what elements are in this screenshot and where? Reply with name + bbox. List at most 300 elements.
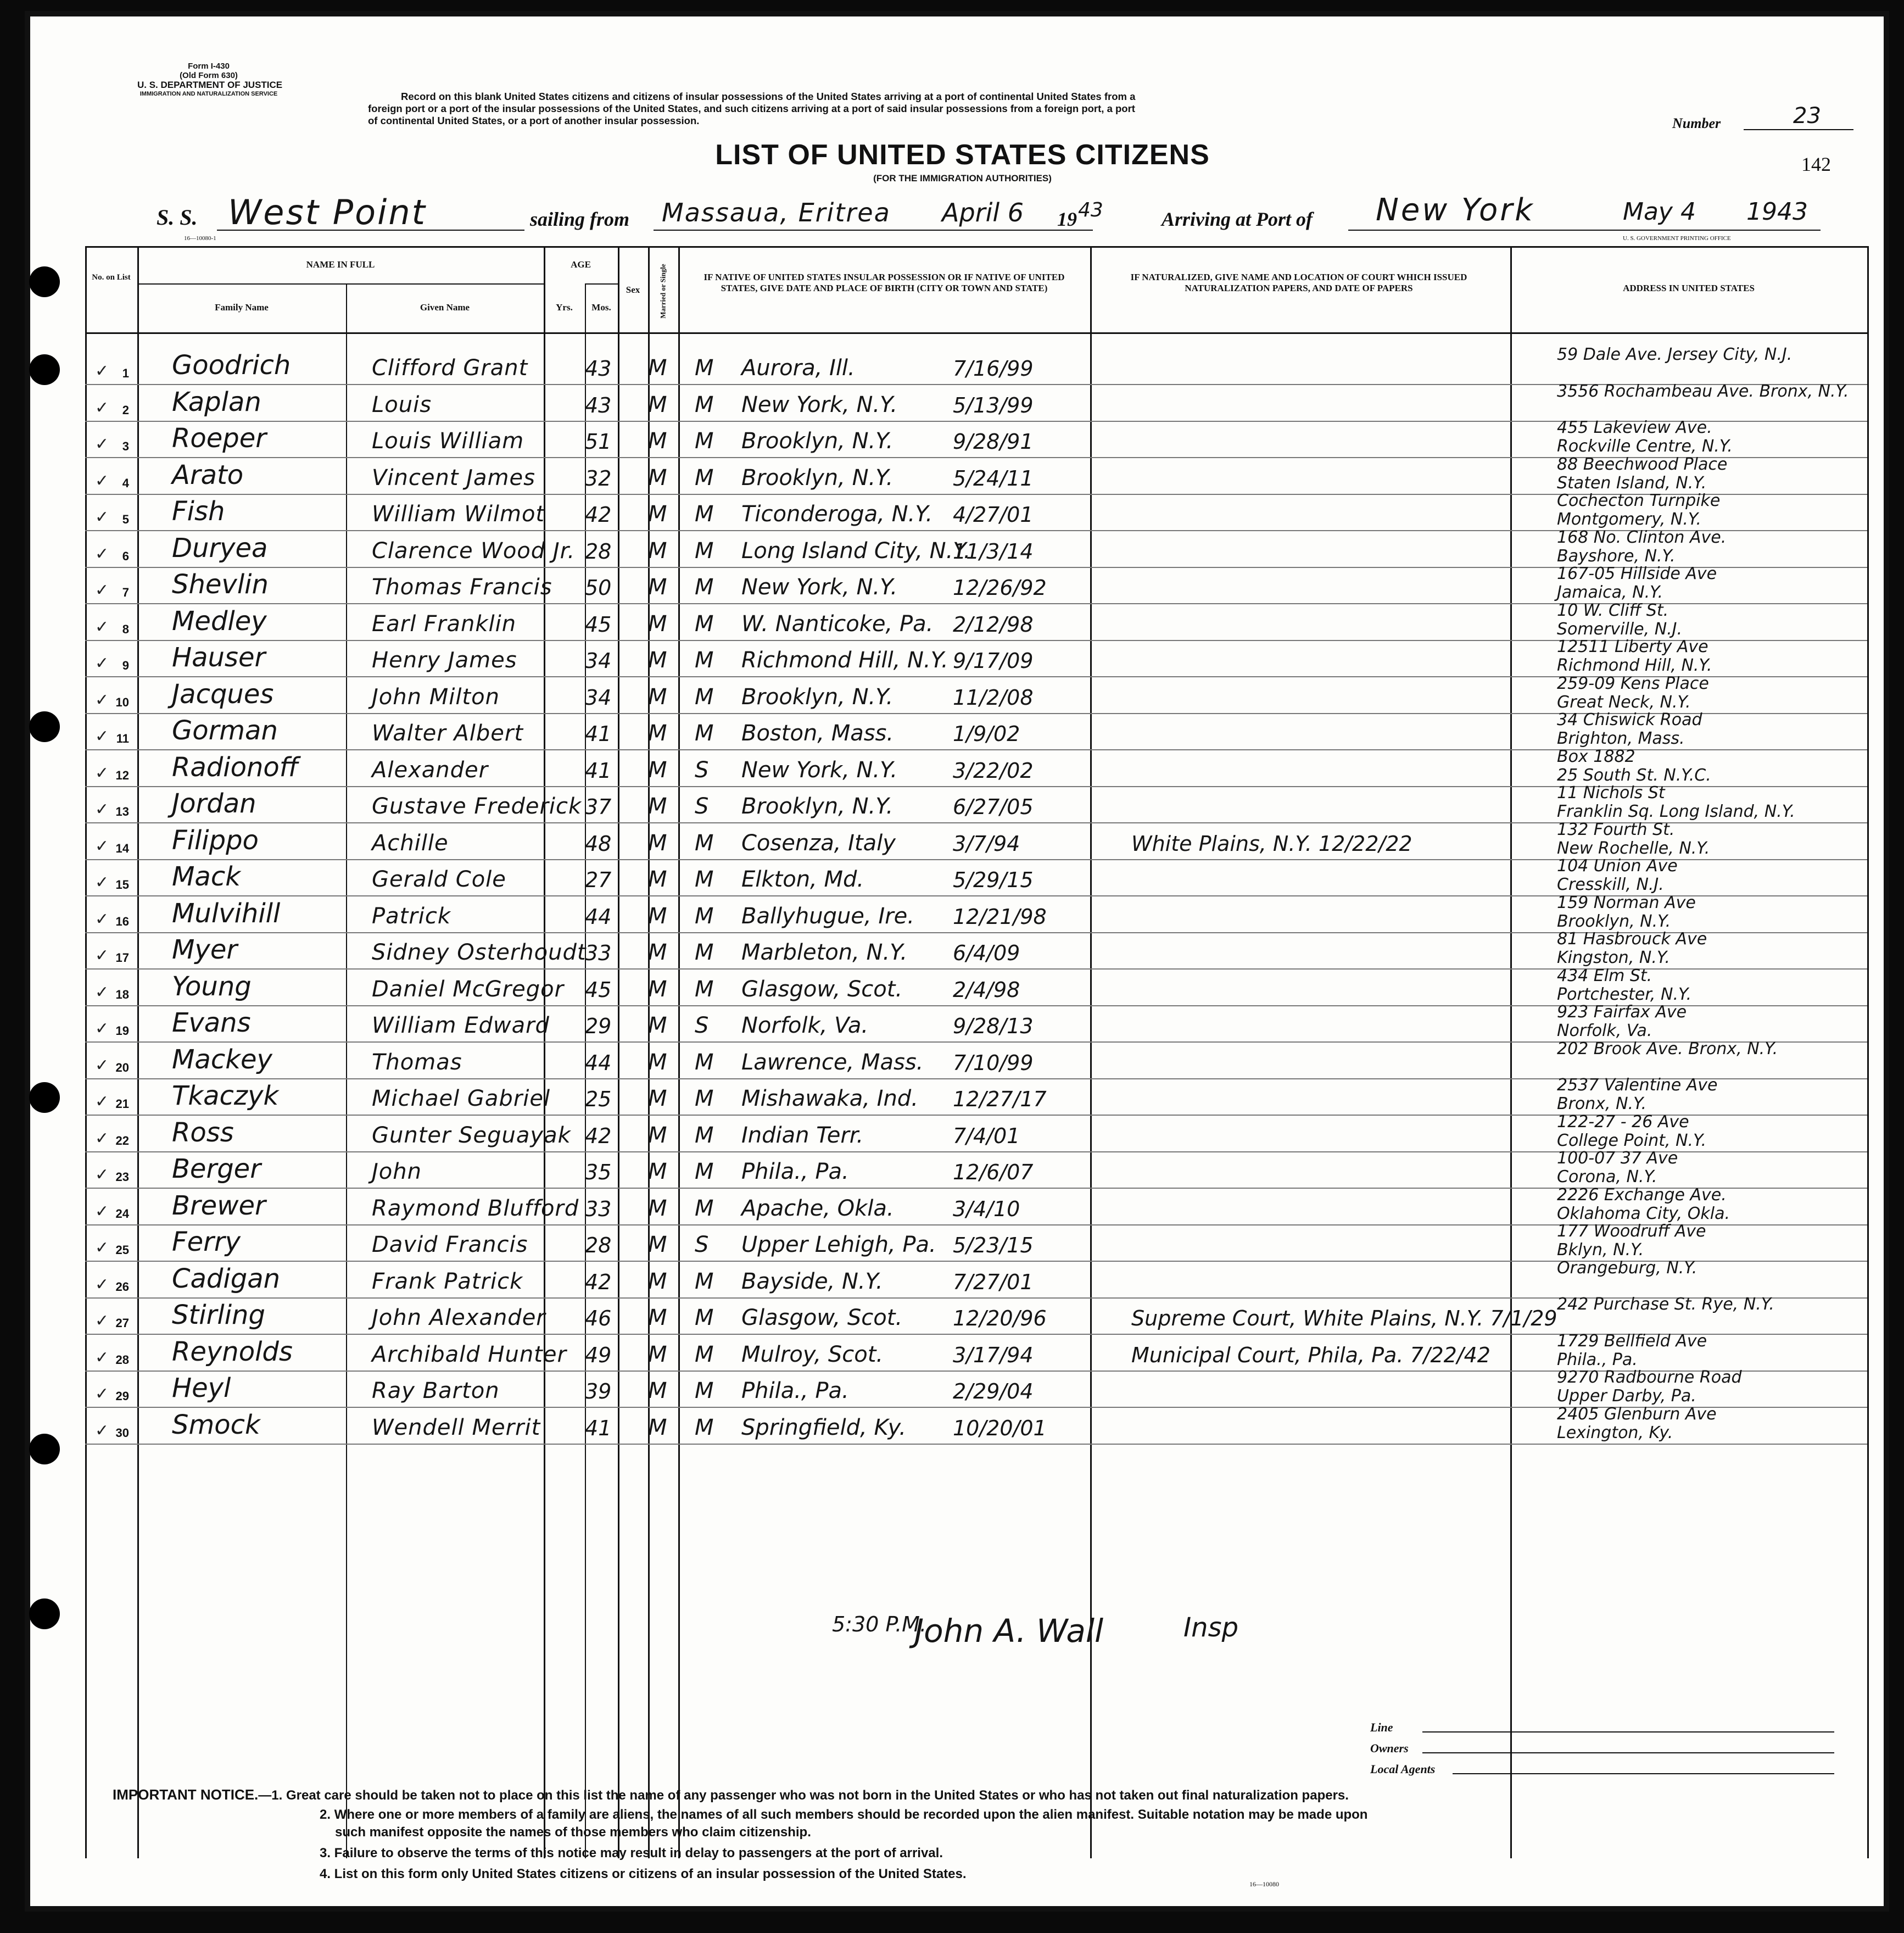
marital-status: M: [695, 648, 714, 673]
name-subheader-line: [137, 283, 544, 285]
page-title: LIST OF UNITED STATES CITIZENS: [715, 139, 1210, 171]
row-number: 3: [122, 439, 129, 453]
family-name: Mulvihill: [172, 898, 281, 929]
given-name: Clarence Wood Jr.: [372, 538, 576, 564]
field-owners-label: Owners: [1370, 1741, 1409, 1755]
marital-status: M: [695, 538, 714, 564]
address-line: 59 Dale Ave. Jersey City, N.J.: [1557, 345, 1793, 364]
check-mark: ✓: [95, 1275, 109, 1294]
age-years: 28: [585, 1233, 612, 1257]
address: [1557, 821, 1710, 856]
table-row: [85, 1185, 1867, 1225]
ship-name: West Point: [228, 192, 427, 232]
row-number: 15: [115, 878, 129, 892]
address-line: College Point, N.Y.: [1557, 1130, 1707, 1150]
table-row: [85, 966, 1867, 1006]
arrival-date: May 4: [1623, 198, 1696, 226]
address-line: 9270 Radbourne Road: [1557, 1368, 1742, 1387]
row-number: 10: [115, 695, 129, 709]
sex: M: [648, 1122, 667, 1148]
address-line: 2226 Exchange Ave.: [1557, 1185, 1727, 1205]
table-row: [85, 893, 1867, 933]
birth-place: Phila., Pa.: [741, 1159, 849, 1184]
marital-status: M: [695, 1268, 714, 1294]
age-years: 37: [585, 795, 612, 819]
check-mark: ✓: [95, 1348, 109, 1367]
age-years: 25: [585, 1087, 612, 1111]
check-mark: ✓: [95, 1312, 109, 1330]
sex: M: [648, 1341, 667, 1367]
table-row: [85, 637, 1867, 677]
table-row: [85, 600, 1867, 641]
naturalization-court: Municipal Court, Phila, Pa. 7/22/42: [1131, 1342, 1490, 1367]
address-line: 167-05 Hillside Ave: [1557, 564, 1717, 583]
arriving-label: Arriving at Port of: [1162, 208, 1313, 230]
col-birth-info: IF NATIVE OF UNITED STATES INSULAR POSSESSION OR IF NATIVE OF UNITED STATES, GIVE DATE AND PLACE OF BIRTH (CITY OR TOWN AND STATE): [703, 272, 1065, 293]
col-age: AGE: [571, 259, 591, 270]
birth-place: New York, N.Y.: [741, 575, 898, 600]
sex: M: [648, 867, 667, 892]
family-name: Filippo: [172, 825, 259, 856]
check-mark: ✓: [95, 435, 109, 453]
row-number: 1: [122, 366, 129, 380]
birth-date: 11/2/08: [953, 685, 1034, 710]
age-years: 32: [585, 466, 612, 491]
punch-hole: [29, 266, 60, 297]
family-name: Duryea: [172, 532, 268, 564]
given-name: Thomas: [372, 1049, 462, 1075]
sex: M: [648, 1013, 667, 1038]
row-number: 5: [122, 513, 129, 526]
sex: M: [648, 794, 667, 819]
sailing-underline: [654, 230, 1093, 231]
address-line: 100-07 37 Ave: [1557, 1149, 1678, 1168]
given-name: Raymond Blufford: [372, 1195, 579, 1221]
check-mark: ✓: [95, 1093, 109, 1111]
check-mark: ✓: [95, 398, 109, 417]
sex: M: [648, 903, 667, 929]
family-name: Goodrich: [172, 350, 291, 381]
birth-date: 3/4/10: [953, 1196, 1020, 1221]
table-row: [85, 929, 1867, 970]
row-number: 11: [116, 732, 129, 745]
age-years: 35: [585, 1160, 612, 1184]
check-mark: ✓: [95, 837, 109, 855]
marital-status: M: [695, 940, 714, 965]
form-id-block: [137, 62, 283, 99]
table-row: [85, 381, 1867, 422]
address-line: Rockville Centre, N.Y.: [1557, 437, 1733, 456]
table-row: [85, 454, 1867, 495]
sail-year: 43: [1078, 199, 1103, 221]
marital-status: M: [695, 1122, 714, 1148]
family-name: Tkaczyk: [172, 1080, 279, 1111]
birth-date: 12/6/07: [953, 1160, 1034, 1184]
table-row: [85, 710, 1867, 750]
birth-place: Brooklyn, N.Y.: [741, 465, 894, 491]
age-years: 46: [585, 1306, 612, 1330]
age-years: 51: [585, 430, 612, 454]
row-number: 24: [115, 1206, 129, 1221]
age-years: 45: [585, 612, 612, 637]
given-name: Frank Patrick: [372, 1268, 523, 1294]
check-mark: ✓: [95, 727, 109, 745]
birth-place: Glasgow, Scot.: [741, 976, 903, 1002]
check-mark: ✓: [95, 362, 109, 380]
sex: M: [648, 392, 667, 417]
birth-place: Marbleton, N.Y.: [741, 940, 908, 965]
punch-hole: [29, 711, 60, 742]
marital-status: S: [695, 1013, 709, 1038]
address: [1557, 711, 1702, 746]
family-name: Berger: [172, 1154, 261, 1184]
family-name: Cadigan: [172, 1263, 281, 1294]
sex: M: [648, 684, 667, 710]
table-row: [85, 527, 1867, 568]
address-line: 34 Chiswick Road: [1557, 710, 1702, 729]
row-number: 16: [115, 914, 129, 928]
address: [1557, 894, 1696, 929]
address: [1557, 1405, 1717, 1440]
table-row: [85, 418, 1867, 458]
age-years: 41: [585, 722, 612, 746]
birth-date: 5/23/15: [953, 1233, 1034, 1257]
address-line: Brighton, Mass.: [1557, 729, 1685, 748]
ss-label: S. S.: [157, 205, 198, 230]
signature-name: John A. Wall: [914, 1612, 1104, 1650]
row-number: 20: [115, 1060, 129, 1074]
check-mark: ✓: [95, 1239, 109, 1257]
address: [1557, 1040, 1778, 1075]
row-number: 6: [122, 549, 129, 563]
col-name-in-full: NAME IN FULL: [306, 259, 375, 270]
age-years: 43: [585, 393, 612, 417]
field-agents-underline: [1453, 1773, 1834, 1774]
address: [1557, 1368, 1742, 1406]
check-mark: ✓: [95, 910, 109, 928]
address-line: Richmond Hill, N.Y.: [1557, 656, 1712, 675]
row-number: 14: [115, 841, 129, 855]
birth-date: 2/4/98: [953, 977, 1020, 1002]
given-name: John: [372, 1159, 422, 1184]
address: [1557, 528, 1726, 564]
given-name: Ray Barton: [372, 1378, 500, 1403]
col-yrs: Yrs.: [556, 302, 573, 313]
form-id: Form I-430: [188, 62, 230, 71]
birth-place: Elkton, Md.: [741, 867, 864, 892]
check-mark: ✓: [95, 764, 109, 782]
notice-item: 3. Failure to observe the terms of this notice may result in delay to passengers at the port of arrival.: [320, 1846, 943, 1860]
address: [1557, 455, 1727, 491]
address-line: Montgomery, N.Y.: [1557, 510, 1701, 529]
row-number: 25: [115, 1243, 129, 1257]
birth-place: New York, N.Y.: [741, 757, 898, 783]
family-name: Shevlin: [172, 569, 269, 600]
given-name: Patrick: [372, 903, 451, 929]
family-name: Evans: [172, 1007, 251, 1038]
notice-item: 2. Where one or more members of a family are aliens, the names of all such members should be recorded upon the alien manifest. Suitable notation may be made upon: [320, 1807, 1368, 1822]
row-number: 22: [115, 1133, 129, 1147]
sex: M: [648, 976, 667, 1002]
printer-code: 16—10080-1: [184, 235, 216, 242]
sex: M: [648, 611, 667, 637]
punch-hole: [29, 1598, 60, 1629]
marital-status: M: [695, 867, 714, 892]
header-bottom-border: [85, 332, 1867, 334]
address: [1557, 1113, 1706, 1148]
field-line-label: Line: [1370, 1720, 1393, 1734]
gpo-mark: U. S. GOVERNMENT PRINTING OFFICE: [1623, 235, 1731, 242]
year-prefix: 19: [1057, 208, 1077, 230]
check-mark: ✓: [95, 581, 109, 599]
age-years: 44: [585, 1050, 612, 1075]
given-name: Alexander: [372, 757, 489, 783]
address-line: 11 Nichols St: [1557, 783, 1665, 803]
marital-status: M: [695, 1378, 714, 1403]
address-line: Bronx, N.Y.: [1557, 1094, 1647, 1113]
birth-place: Ticonderoga, N.Y.: [741, 502, 933, 527]
table-row: [85, 1112, 1867, 1152]
given-name: Louis: [372, 392, 432, 417]
check-mark: ✓: [95, 471, 109, 490]
address: [1557, 1003, 1687, 1038]
address: [1557, 565, 1717, 600]
address: [1557, 492, 1720, 527]
check-mark: ✓: [95, 544, 109, 563]
address-line: Norfolk, Va.: [1557, 1021, 1652, 1040]
table-row: [85, 1222, 1867, 1262]
table-row: [85, 1076, 1867, 1116]
table-row: [85, 673, 1867, 714]
given-name: Gerald Cole: [372, 867, 506, 892]
marital-status: M: [695, 1341, 714, 1367]
sex: M: [648, 428, 667, 454]
address-line: Kingston, N.Y.: [1557, 948, 1670, 967]
notice-line-1: [113, 1786, 1349, 1803]
address-line: Bayshore, N.Y.: [1557, 546, 1676, 566]
sex: M: [648, 1268, 667, 1294]
address: [1557, 784, 1795, 819]
birth-place: Ballyhugue, Ire.: [741, 903, 914, 929]
address-line: Franklin Sq. Long Island, N.Y.: [1557, 802, 1795, 821]
page-subtitle: (FOR THE IMMIGRATION AUTHORITIES): [873, 173, 1052, 183]
birth-place: New York, N.Y.: [741, 392, 898, 417]
col-married-single: Married or Single: [658, 264, 667, 319]
address-line: 177 Woodruff Ave: [1557, 1222, 1706, 1241]
address: [1557, 601, 1682, 637]
address-line: Orangeburg, N.Y.: [1557, 1258, 1698, 1278]
address: [1557, 930, 1707, 965]
marital-status: M: [695, 721, 714, 746]
number-value: 23: [1793, 103, 1821, 129]
old-form-id: (Old Form 630): [180, 71, 238, 80]
sailing-from: Massaua, Eritrea: [662, 198, 891, 227]
table-row: [85, 747, 1867, 787]
table-row: [85, 856, 1867, 896]
birth-date: 9/28/91: [953, 430, 1034, 454]
family-name: Mack: [172, 861, 241, 892]
field-line-underline: [1422, 1731, 1834, 1733]
marital-status: S: [695, 794, 709, 819]
birth-date: 3/17/94: [953, 1342, 1034, 1367]
address-line: 132 Fourth St.: [1557, 820, 1675, 839]
given-name: Walter Albert: [372, 721, 524, 746]
marital-status: M: [695, 575, 714, 600]
table-row: [85, 1368, 1867, 1408]
row-number: 23: [115, 1170, 129, 1184]
family-name: Hauser: [172, 642, 266, 673]
row-number: 26: [115, 1279, 129, 1294]
check-mark: ✓: [95, 1202, 109, 1221]
family-name: Mackey: [172, 1044, 272, 1075]
birth-place: Glasgow, Scot.: [741, 1305, 903, 1330]
page-number: 142: [1801, 153, 1831, 175]
row-number: 29: [115, 1389, 129, 1403]
birth-place: Lawrence, Mass.: [741, 1049, 924, 1075]
age-years: 29: [585, 1014, 612, 1038]
sex: M: [648, 1086, 667, 1111]
family-name: Gorman: [172, 715, 278, 746]
notice-item: —1. Great care should be taken not to place on this list the name of any passenger who was not born in the United States or who has not taken out final naturalization papers.: [258, 1788, 1349, 1803]
birth-place: Richmond Hill, N.Y.: [741, 648, 948, 673]
given-name: John Milton: [372, 684, 500, 710]
birth-place: Long Island City, N.Y.: [741, 538, 971, 564]
row-number: 17: [115, 951, 129, 965]
address-line: Staten Island, N.Y.: [1557, 473, 1707, 493]
birth-date: 5/29/15: [953, 868, 1034, 892]
given-name: Archibald Hunter: [372, 1341, 567, 1367]
marital-status: S: [695, 1232, 709, 1257]
table-row: [85, 783, 1867, 823]
sex: M: [648, 830, 667, 856]
marital-status: M: [695, 684, 714, 710]
address: [1557, 675, 1709, 710]
address-line: 259-09 Kens Place: [1557, 673, 1709, 693]
family-name: Arato: [172, 459, 244, 491]
address: [1557, 1332, 1707, 1367]
col-given-name: Given Name: [420, 302, 470, 313]
age-years: 39: [585, 1379, 612, 1403]
address-line: Oklahoma City, Okla.: [1557, 1204, 1730, 1223]
given-name: Louis William: [372, 428, 524, 454]
address-line: Great Neck, N.Y.: [1557, 692, 1691, 712]
given-name: Thomas Francis: [372, 575, 552, 600]
arrival-port: New York: [1376, 192, 1535, 228]
sex: M: [648, 538, 667, 564]
birth-place: Springfield, Ky.: [741, 1414, 906, 1440]
table-row: [85, 491, 1867, 531]
birth-place: Norfolk, Va.: [741, 1013, 869, 1038]
sex: M: [648, 721, 667, 746]
row-number: 27: [115, 1316, 129, 1330]
address-line: Brooklyn, N.Y.: [1557, 911, 1671, 931]
address-line: Upper Darby, Pa.: [1557, 1386, 1696, 1406]
arrival-year: 1943: [1746, 198, 1808, 226]
age-years: 44: [585, 904, 612, 929]
given-name: William Wilmot: [372, 502, 545, 527]
sail-date: April 6: [942, 198, 1024, 227]
number-underline: [1744, 129, 1853, 130]
birth-place: Mulroy, Scot.: [741, 1341, 884, 1367]
family-name: Brewer: [172, 1190, 266, 1221]
row-number: 4: [122, 476, 129, 490]
notice-item: 4. List on this form only United States citizens or citizens of an insular possession of the United States.: [320, 1867, 967, 1881]
address-line: Box 1882: [1557, 747, 1635, 766]
address: [1557, 857, 1678, 892]
instruction-line: foreign port or a port of the insular possessions of the United States, and such citizens arriving at a port of said insular possessions from a foreign port, a port: [368, 103, 1135, 114]
marital-status: M: [695, 611, 714, 637]
age-years: 33: [585, 1196, 612, 1221]
sex: M: [648, 575, 667, 600]
given-name: Daniel McGregor: [372, 976, 565, 1002]
field-agents-label: Local Agents: [1370, 1762, 1436, 1776]
age-years: 28: [585, 539, 612, 564]
birth-place: Cosenza, Italy: [741, 830, 896, 856]
check-mark: ✓: [95, 1056, 109, 1074]
signature-title: Insp: [1183, 1612, 1239, 1643]
marital-status: M: [695, 830, 714, 856]
naturalization-court: Supreme Court, White Plains, N.Y. 7/1/29: [1131, 1306, 1557, 1330]
birth-place: Aurora, Ill.: [741, 355, 855, 381]
table-row: [85, 1331, 1867, 1372]
address-line: 2405 Glenburn Ave: [1557, 1404, 1717, 1424]
family-name: Young: [172, 971, 252, 1002]
age-years: 41: [585, 1416, 612, 1440]
family-name: Radionoff: [172, 751, 299, 783]
birth-date: 9/17/09: [953, 649, 1034, 673]
address-line: Phila., Pa.: [1557, 1350, 1638, 1369]
address-line: 122-27 - 26 Ave: [1557, 1112, 1689, 1132]
sex: M: [648, 355, 667, 381]
sex: M: [648, 1049, 667, 1075]
birth-date: 7/10/99: [953, 1050, 1034, 1075]
row-number: 13: [115, 805, 129, 818]
address-line: New Rochelle, N.Y.: [1557, 838, 1710, 858]
marital-status: M: [695, 465, 714, 491]
table-row: [85, 1002, 1867, 1043]
given-name: Gustave Frederick: [372, 794, 582, 819]
birth-place: Mishawaka, Ind.: [741, 1086, 918, 1111]
sex: M: [648, 1305, 667, 1330]
birth-date: 11/3/14: [953, 539, 1034, 564]
address-line: 104 Union Ave: [1557, 856, 1678, 876]
row-number: 21: [115, 1097, 129, 1111]
sex: M: [648, 1232, 667, 1257]
sex: M: [648, 502, 667, 527]
row-number: 7: [122, 586, 129, 599]
punch-hole: [29, 354, 60, 385]
family-name: Ross: [172, 1117, 234, 1148]
birth-date: 12/26/92: [953, 576, 1047, 600]
birth-date: 9/28/13: [953, 1014, 1034, 1038]
marital-status: M: [695, 1414, 714, 1440]
given-name: Wendell Merrit: [372, 1414, 541, 1440]
row-number: 18: [115, 987, 129, 1001]
address-line: 1729 Bellfield Ave: [1557, 1331, 1707, 1351]
address-line: Portchester, N.Y.: [1557, 984, 1691, 1004]
family-name: Myer: [172, 934, 238, 965]
address-line: 923 Fairfax Ave: [1557, 1002, 1687, 1022]
address-line: 434 Elm St.: [1557, 966, 1652, 985]
address-line: 81 Hasbrouck Ave: [1557, 929, 1707, 949]
address-line: 455 Lakeview Ave.: [1557, 418, 1712, 437]
col-no-on-list: No. on List: [92, 273, 131, 282]
service: IMMIGRATION AND NATURALIZATION SERVICE: [139, 91, 278, 97]
age-years: 34: [585, 649, 612, 673]
marital-status: M: [695, 1086, 714, 1111]
birth-date: 7/4/01: [953, 1123, 1020, 1148]
marital-status: S: [695, 757, 709, 783]
